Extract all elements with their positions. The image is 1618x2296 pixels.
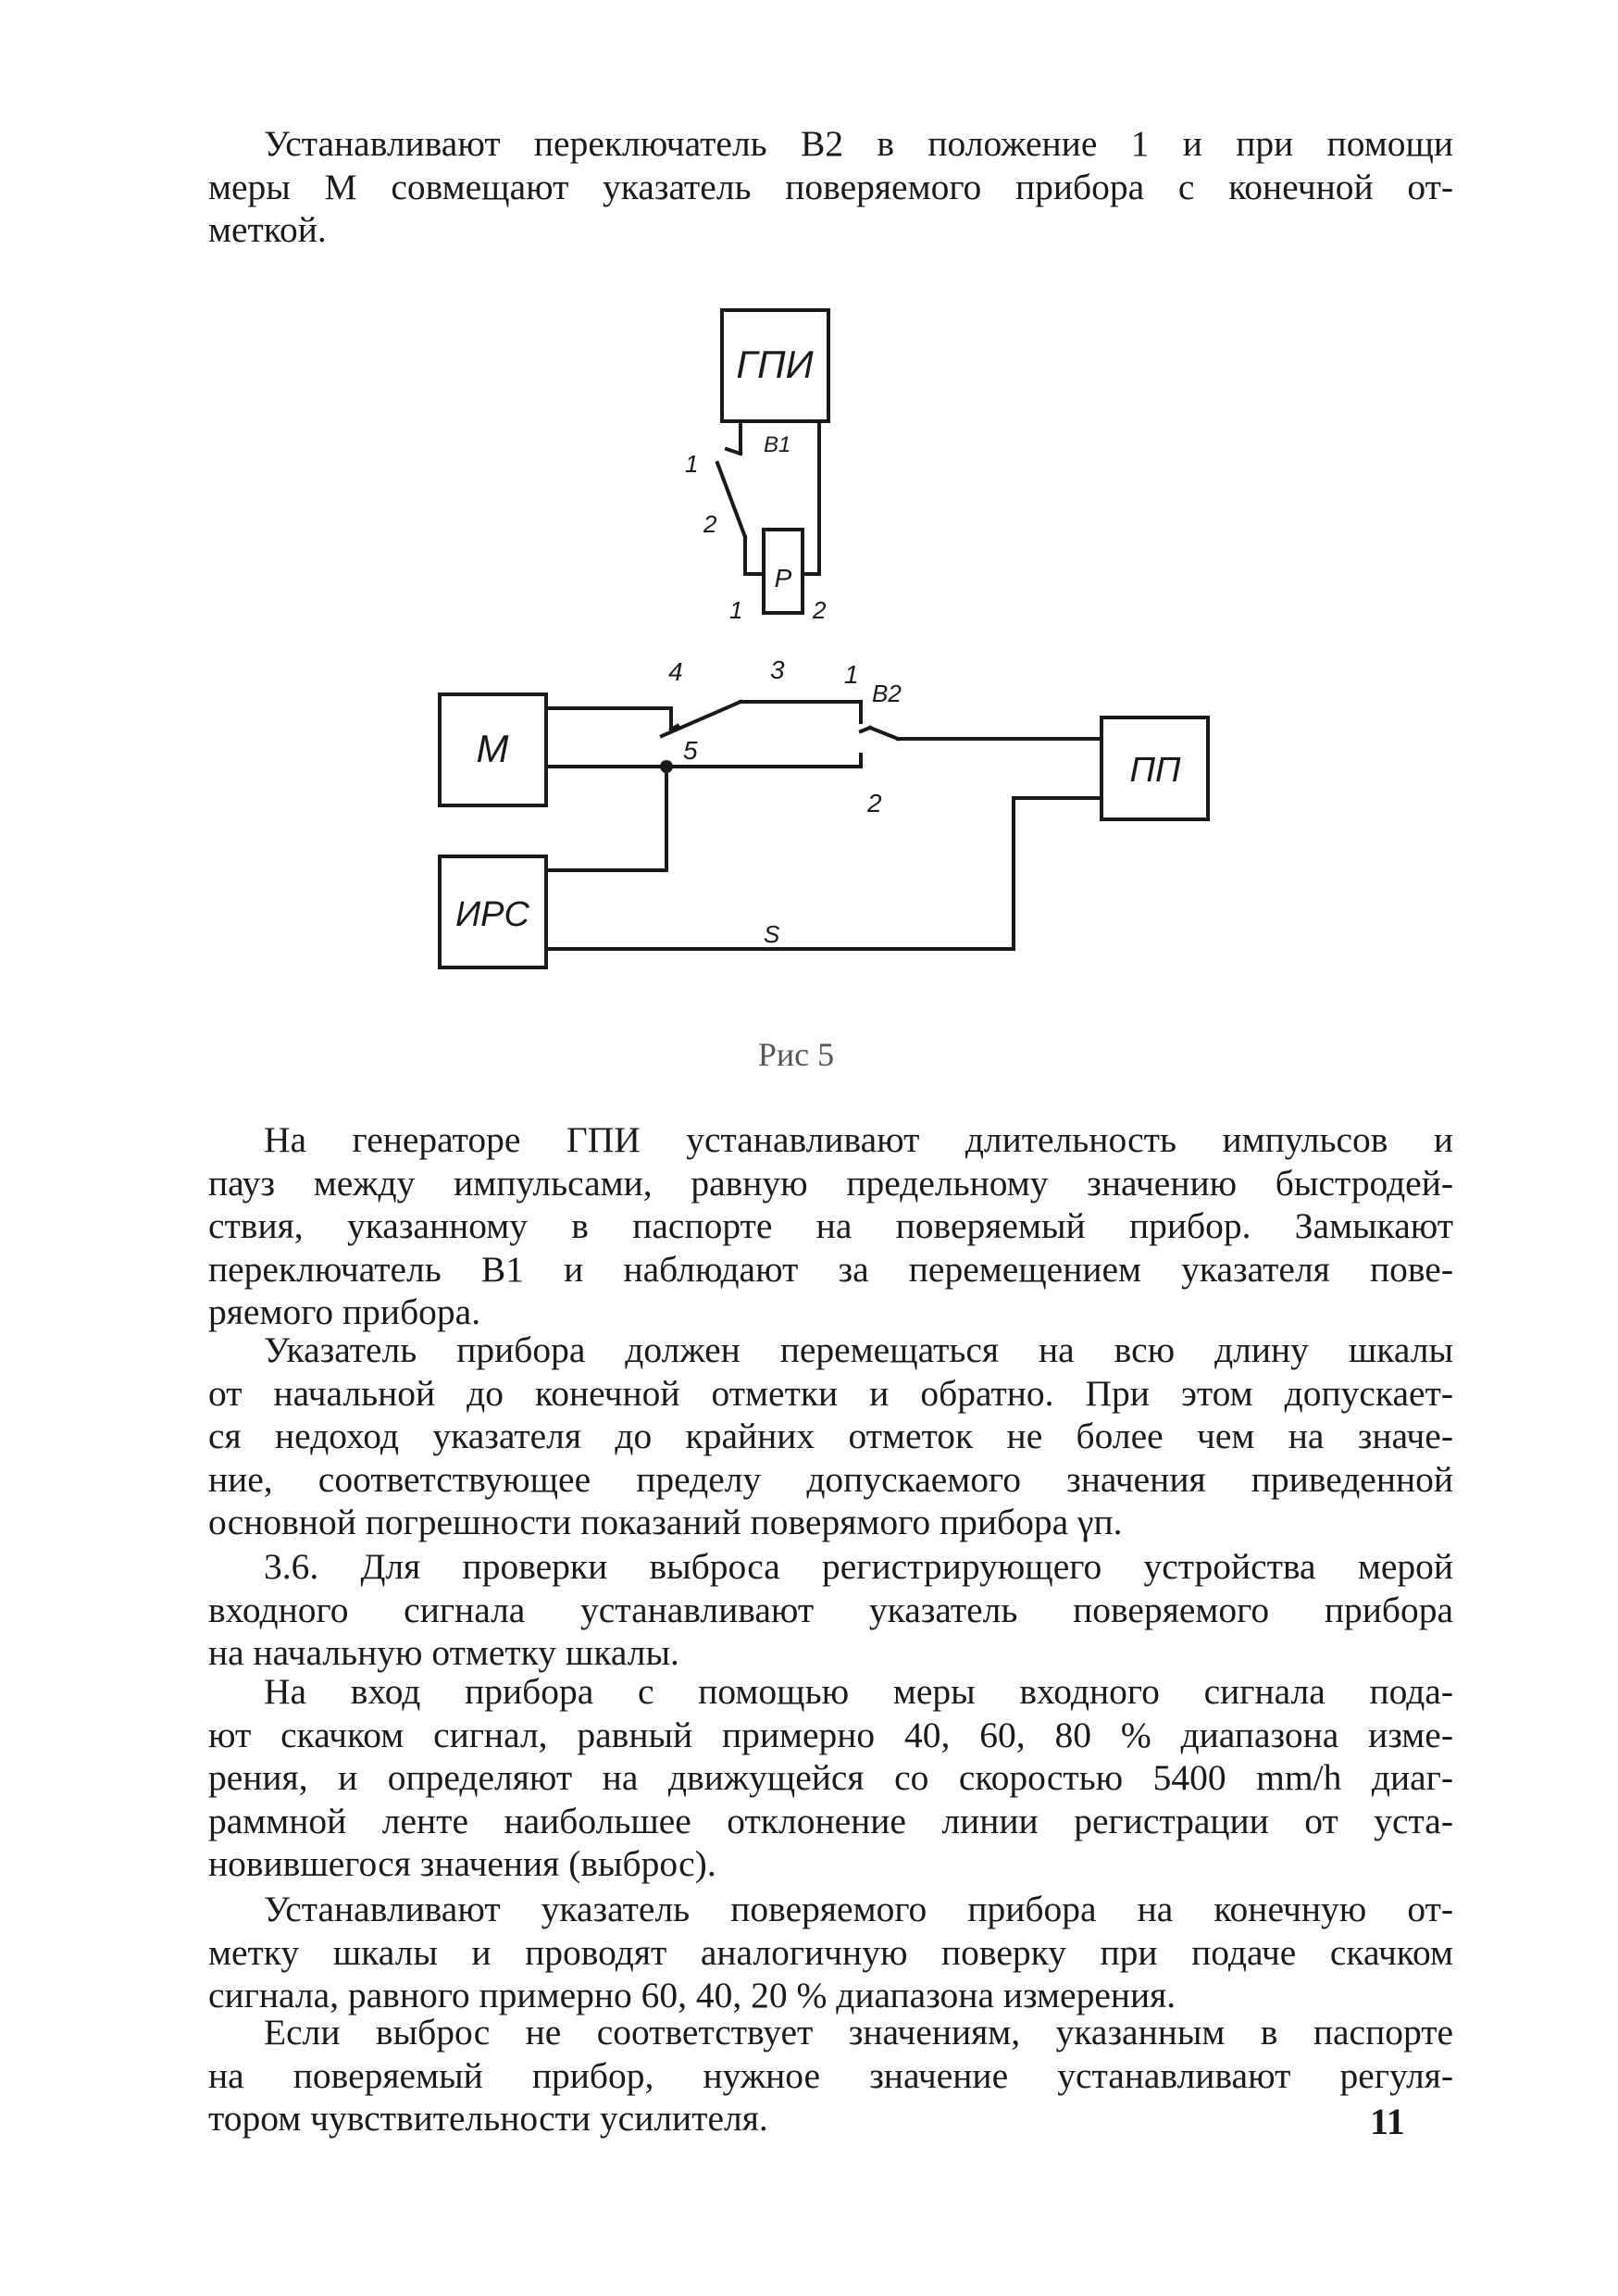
switch-pos-label: 2 <box>703 510 717 538</box>
text-line: тором чувствительности усилителя. <box>208 2098 768 2139</box>
block-label-p: Р <box>774 564 792 593</box>
text-line: ряемого прибора. <box>208 1292 481 1332</box>
terminal-label: 1 <box>729 596 743 624</box>
block-label-pp: ПП <box>1129 751 1181 790</box>
switch-pos-label: 5 <box>683 736 698 765</box>
terminal-label: 2 <box>813 596 827 624</box>
text-line: На вход прибора с помощью меры входного сигнала пода- <box>264 1671 1453 1712</box>
text-line: на начальную отметку шкалы. <box>208 1632 679 1673</box>
page-number: 11 <box>1370 2101 1405 2142</box>
paragraph-5 <box>208 1670 1453 1886</box>
text-line: ние, соответствующее пределу допускаемого значения приведенной <box>208 1458 1453 1500</box>
block-label-m: М <box>476 727 509 770</box>
text-line: ствия, указанному в паспорте на поверяемый прибор. Замыкают <box>208 1205 1453 1246</box>
text-line: метку шкалы и проводят аналогичную поверку при подаче скачком <box>208 1931 1453 1973</box>
switch-pos-label: 1 <box>685 450 699 478</box>
text-line: рения, и определяют на движущейся со скоростью 5400 mm/h диаг- <box>208 1757 1453 1798</box>
paragraph-4 <box>208 1545 1453 1675</box>
paragraph-7 <box>208 2011 1453 2140</box>
text-line: Указатель прибора должен перемещаться на всю длину шкалы <box>264 1329 1453 1370</box>
text-line: меры М совмещают указатель поверяемого прибора с конечной от- <box>208 166 1453 207</box>
paragraph-1 <box>208 122 1453 252</box>
text-line: 3.6. Для проверки выброса регистрирующего устройства мерой <box>264 1546 1453 1587</box>
text-line: сигнала, равного примерно 60, 40, 20 % диапазона измерения. <box>208 1975 1176 2015</box>
figure-caption: Рис 5 <box>757 1036 835 1073</box>
text-line: раммной ленте наибольшее отклонение линии регистрации от уста- <box>208 1800 1453 1841</box>
paragraph-3 <box>208 1329 1453 1544</box>
text-line: Устанавливают указатель поверяемого прибора на конечную от- <box>264 1889 1453 1929</box>
wire-label: S <box>764 920 780 948</box>
text-line: Если выброс не соответствует значениям, указанным в паспорте <box>264 2012 1453 2053</box>
switch-pos-label: 2 <box>867 789 882 817</box>
block-label-irs: ИРС <box>455 895 529 934</box>
text-line: пауз между импульсами, равную предельному значению быстродей- <box>208 1162 1453 1204</box>
text-line: На генераторе ГПИ устанавливают длительность импульсов и <box>264 1119 1453 1160</box>
paragraph-6 <box>208 1888 1453 2017</box>
text-line: переключатель В1 и наблюдают за перемещением указателя пове- <box>208 1248 1453 1290</box>
junction-node <box>660 760 673 773</box>
block-label-gpi: ГПИ <box>736 343 814 386</box>
switch-label-b1: В1 <box>764 432 791 457</box>
text-line: новившегося значения (выброс). <box>208 1843 716 1884</box>
paragraph-2 <box>208 1118 1453 1334</box>
text-line: меткой. <box>208 209 327 250</box>
text-line: основной погрешности показаний поверямого прибора γп. <box>208 1502 1123 1542</box>
switch-label-b2: В2 <box>872 680 902 707</box>
switch-pos-label: 3 <box>770 655 785 684</box>
switch-pos-label: 4 <box>668 657 683 686</box>
circuit-diagram <box>426 296 1222 1000</box>
text-line: от начальной до конечной отметки и обратно. При этом допускает- <box>208 1372 1453 1414</box>
switch-pos-label: 1 <box>844 660 859 689</box>
text-line: ся недоход указателя до крайних отметок не более чем на значе- <box>208 1416 1453 1456</box>
text-line: на поверяемый прибор, нужное значение устанавливают регуля- <box>208 2054 1453 2096</box>
text-line: ют скачком сигнал, равный примерно 40, 60, 80 % диапазона изме- <box>208 1714 1453 1755</box>
text-line: Устанавливают переключатель В2 в положение 1 и при помощи <box>264 123 1453 164</box>
text-line: входного сигнала устанавливают указатель поверяемого прибора <box>208 1589 1453 1630</box>
